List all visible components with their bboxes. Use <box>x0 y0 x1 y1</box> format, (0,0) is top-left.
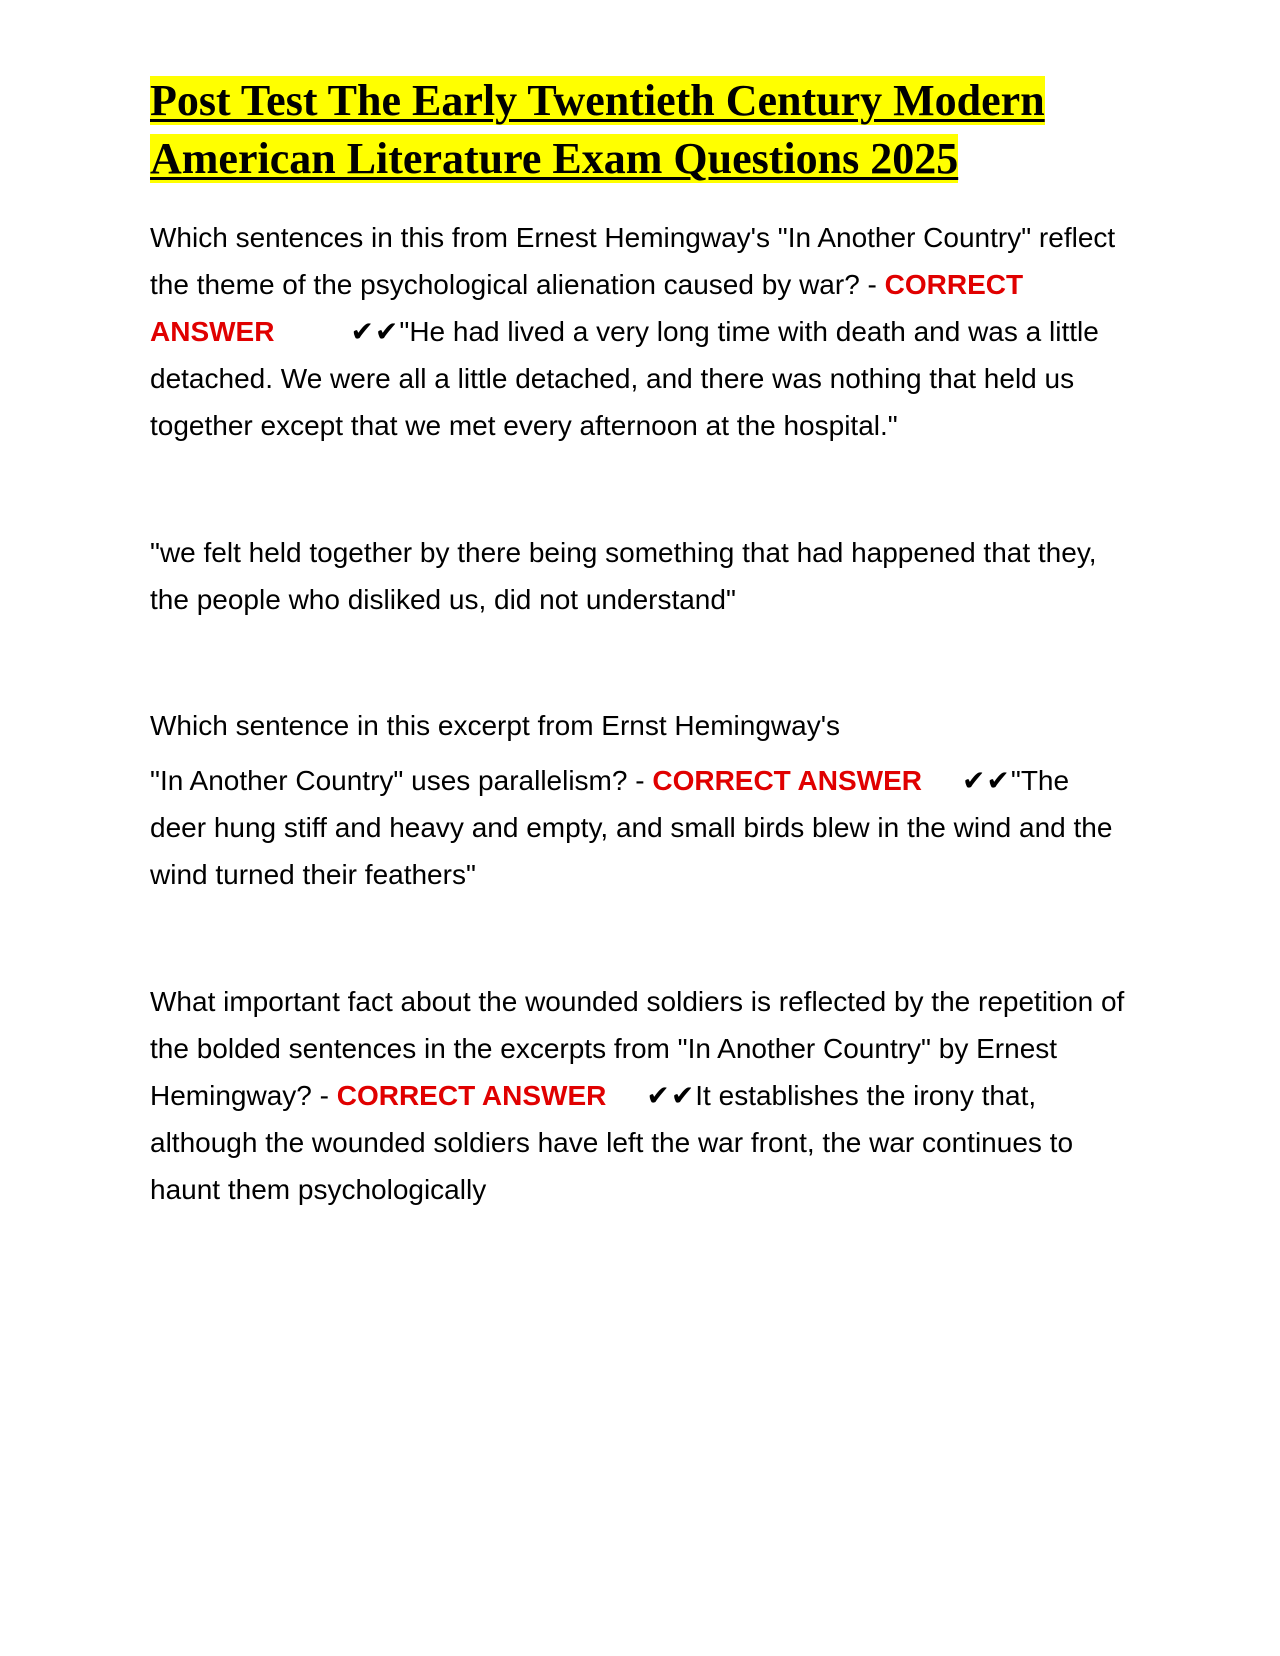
double-check-icon: ✔✔ <box>961 765 1011 796</box>
question-1 <box>150 214 1130 449</box>
question-1-extra-quote: "we felt held together by there being something that had happened that they, the people who disliked us, did not understand" <box>150 537 1097 615</box>
question-2-line-1: Which sentence in this excerpt from Ernst Hemingway's <box>150 710 841 741</box>
double-check-icon: ✔✔ <box>646 1080 696 1111</box>
double-check-icon: ✔✔ <box>350 316 400 347</box>
question-3 <box>150 978 1130 1213</box>
answer-2-text: "The deer hung stiff and heavy and empty, and small birds blew in the wind and the wind turned their feathers" <box>150 765 1113 890</box>
question-2 <box>150 757 1130 898</box>
correct-answer-label: CORRECT ANSWER <box>652 765 922 796</box>
question-1-text: Which sentences in this from Ernest Hemingway's "In Another Country" reflect the theme of the psychological alienation caused by war? - <box>150 222 1116 300</box>
question-3-text: What important fact about the wounded soldiers is reflected by the repetition of the bolded sentences in the excerpts from "In Another Country" by Ernest Hemingway? - <box>150 986 1125 1111</box>
page-title <box>150 72 1130 188</box>
answer-1-text: "He had lived a very long time with death and was a little detached. We were all a little detached, and there was nothing that held us together except that we met every afternoon at the hospital." <box>150 316 1099 441</box>
correct-answer-label: CORRECT ANSWER <box>150 269 1024 347</box>
document-page <box>150 72 1130 1213</box>
answer-3-text: It establishes the irony that, although the wounded soldiers have left the war front, the war continues to haunt them psychologically <box>150 1080 1074 1205</box>
page-title-highlight: Post Test The Early Twentieth Century Modern American Literature Exam Questions 2025 <box>150 76 1045 183</box>
correct-answer-label: CORRECT ANSWER <box>336 1080 607 1111</box>
question-2-text: "In Another Country" uses parallelism? - <box>150 765 645 796</box>
